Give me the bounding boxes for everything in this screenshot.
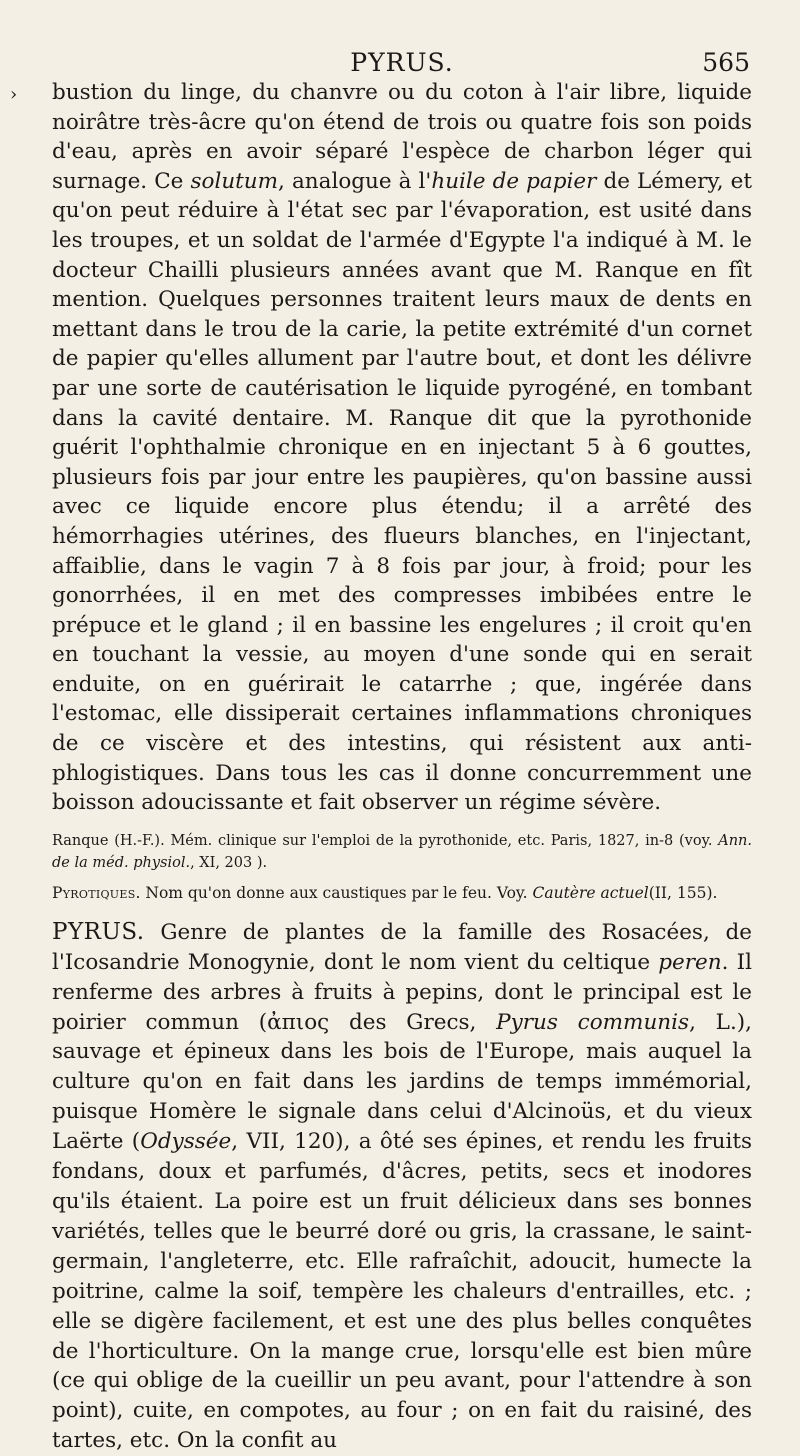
text-run: Genre de plantes de la famille des Rosacées, de l'Icosandrie Monogynie, dont le nom vient du celtique — [52, 919, 752, 975]
text-run: , VII, 120), a ôté ses épines, et rendu les fruits fondans, doux et parfumés, d'âcres, petits, secs et inodores qu'ils étaient. La poire est un fruit délicieux dans ses bonnes variétés, telles que le beurré doré ou gris, la crassane, le saint-germain, l'angleterre, etc. Elle rafraîchit, adoucit, humecte la poitrine, calme la soif, tempère les chaleurs d'entrailles, etc. ; elle se digère facilement, et est une des plus belles conquêtes de l'horticulture. On la mange crue, lorsqu'elle est bien mûre (ce qui oblige de la cueillir un peu avant, pour l'attendre à son point), cuite, en compotes, au four ; on en fait du raisiné, des tartes, etc. On la confit au — [52, 1129, 752, 1454]
page-number: 565 — [702, 48, 750, 77]
species-name: Pyrus communis — [496, 1009, 690, 1035]
bibliographic-reference — [52, 830, 752, 874]
work-title: Odyssée — [140, 1129, 232, 1155]
journal-title: Ann. de la méd. physiol. — [52, 832, 752, 871]
running-head — [52, 44, 752, 78]
text-run: , analogue à l' — [278, 168, 432, 194]
entry-headword: Pyrotiques — [52, 883, 136, 902]
text-run: de Lémery, et qu'on peut réduire à l'état sec par l'évaporation, est usité dans les troupes, et un soldat de l'armée d'Egypte l'a indiqué à M. le docteur Chailli plusieurs années avant que M. Ranque en fît mention. Quelques personnes traitent leurs maux de dents en mettant dans le trou de la carie, la petite extrémité d'un cornet de papier qu'elles allument par l'autre bout, et dont les délivre par une sorte de cautérisation le liquide pyrogéné, en tombant dans la cavité dentaire. M. Ranque dit que la pyrothonide guérit l'ophthalmie chronique en en injectant 5 à 6 gouttes, plusieurs fois par jour entre les paupières, qu'on bassine aussi avec ce liquide encore plus étendu; il a arrêté des hémorrhagies utérines, des flueurs blanches, en l'injectant, affaiblie, dans le vagin 7 à 8 fois par jour, à froid; pour les gonorrhées, il en met des compresses imbibées entre le prépuce et le gland ; il en bassine les engelures ; il croit qu'en en touchant la vessie, au moyen d'une sonde qui en serait enduite, on en guérirait le catarrhe ; que, ingérée dans l'estomac, elle dissiperait certaines inflammations chroniques de ce viscère et des intestins, qui résistent aux anti-phlogistiques. Dans tous les cas il donne concurremment une boisson adoucissante et fait observer un régime sévère. — [52, 168, 752, 816]
margin-mark: › — [10, 84, 18, 105]
italic-term: peren — [658, 949, 722, 975]
entry-pyrus — [52, 918, 752, 1456]
text-run: , XI, 203 ). — [190, 854, 268, 871]
italic-term: solutum — [190, 168, 279, 194]
text-run: Ranque (H.-F.). Mém. clinique sur l'emploi de la pyrothonide, etc. Paris, 1827, in-8 (voy. — [52, 832, 719, 849]
italic-term: huile de papier — [431, 168, 597, 194]
text-run: (II, 155). — [648, 883, 718, 902]
text-run: bustion du linge, du chanvre ou du coton à l'air libre, liquide noirâtre très-âcre qu'on étend de trois ou quatre fois son poids d'eau, après en avoir séparé l'espèce de charbon léger qui surnage. Ce — [52, 80, 752, 194]
entry-pyrotiques — [52, 882, 752, 904]
continuation-paragraph — [52, 78, 752, 818]
text-run: , L.), sauvage et épineux dans les bois de l'Europe, mais auquel la culture qu'on en fait dans les jardins de temps immémorial, puisque Homère le signale dans celui d'Alcinoüs, et du vieux Laërte ( — [52, 1009, 753, 1155]
cross-reference: Cautère actuel — [532, 883, 649, 902]
text-run: . Nom qu'on donne aux caustiques par le feu. Voy. — [135, 883, 533, 902]
text-run: . Il renferme des arbres à fruits à pepins, dont le principal est le poirier commun (ἀπιος des Grecs, — [52, 949, 752, 1035]
entry-headword: PYRUS. — [52, 918, 145, 945]
page-title: PYRUS. — [350, 48, 454, 77]
